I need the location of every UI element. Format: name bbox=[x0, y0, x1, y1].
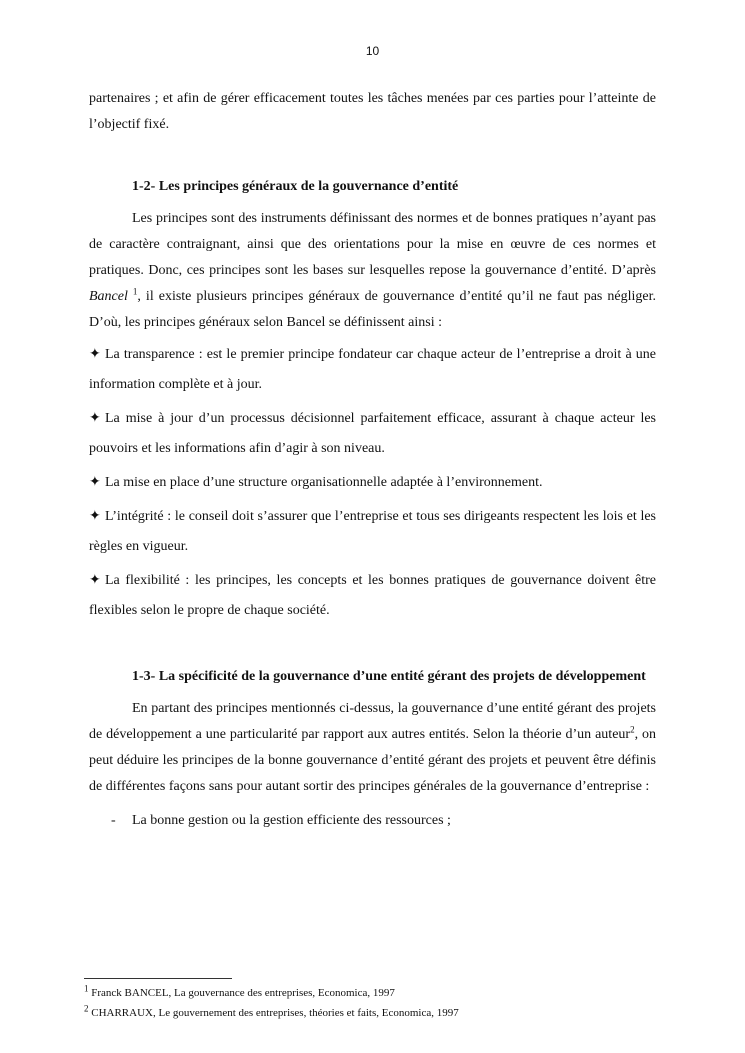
bullet-item bbox=[89, 404, 656, 464]
paragraph-specificity bbox=[89, 696, 656, 800]
paragraph-specificity-text-b: , on peut déduire les principes de la bonne gouvernance d’entité gérant des projets et peuvent être définis de différentes façons sans pour autant sortir des principes générales de la gouvernance d’entreprise : bbox=[89, 727, 656, 794]
paragraph-specificity-text-a: En partant des principes mentionnés ci-dessus, la gouvernance d’une entité gérant des projets de développement a une particularité par rapport aux autres entités. Selon la théorie d’un auteur bbox=[89, 701, 656, 742]
footnote-separator bbox=[84, 978, 232, 979]
paragraph-principles-text-a: Les principes sont des instruments définissant des normes et de bonnes pratiques n’ayant pas de caractère contraignant, ainsi que des orientations pour la mise en œuvre de ces normes et pratiques. Donc, ces principes sont les bases sur lesquelles repose la gouvernance d’entité. D’après bbox=[89, 211, 656, 278]
bullet-star-icon: ✦ bbox=[89, 411, 101, 426]
page-number: 10 bbox=[365, 44, 380, 58]
bullet-item bbox=[89, 340, 656, 400]
dash-list-text: La bonne gestion ou la gestion efficiente des ressources ; bbox=[132, 813, 451, 828]
bullet-text: L’intégrité : le conseil doit s’assurer que l’entreprise et tous ses dirigeants respectent les lois et les règles en vigueur. bbox=[89, 509, 656, 554]
footnotes bbox=[84, 978, 664, 1023]
bullet-text: La flexibilité : les principes, les concepts et les bonnes pratiques de gouvernance doivent être flexibles selon le propre de chaque société. bbox=[89, 573, 656, 618]
bullet-star-icon: ✦ bbox=[89, 347, 101, 362]
footnote-text: Franck BANCEL, La gouvernance des entreprises, Economica, 1997 bbox=[91, 987, 395, 999]
footnote-2 bbox=[84, 1003, 664, 1023]
bullet-star-icon: ✦ bbox=[89, 475, 101, 490]
bullet-text: La mise à jour d’un processus décisionnel parfaitement efficace, assurant à chaque acteur les pouvoirs et les informations afin d’agir à son niveau. bbox=[89, 411, 656, 456]
footnote-number: 1 bbox=[84, 983, 89, 994]
footnote-text: CHARRAUX, Le gouvernement des entreprises, théories et faits, Economica, 1997 bbox=[91, 1007, 459, 1019]
footnote-ref-2: 2 bbox=[630, 724, 635, 735]
bullet-item bbox=[89, 502, 656, 562]
footnote-ref-1: 1 bbox=[132, 286, 138, 297]
paragraph-continuation: partenaires ; et afin de gérer efficacement toutes les tâches menées par ces parties pour l’atteinte de l’objectif fixé. bbox=[89, 91, 656, 132]
page-body bbox=[89, 86, 656, 834]
dash-marker: - bbox=[111, 813, 116, 828]
footnote-number: 2 bbox=[84, 1003, 89, 1014]
footnote-1 bbox=[84, 983, 664, 1003]
bullet-item bbox=[89, 566, 656, 626]
bullet-text: La transparence : est le premier principe fondateur car chaque acteur de l’entreprise a droit à une information complète et à jour. bbox=[89, 347, 656, 392]
section-heading-1-2: 1-2- Les principes généraux de la gouvernance d’entité bbox=[132, 179, 459, 194]
dash-list-item bbox=[89, 808, 656, 834]
paragraph-principles bbox=[89, 206, 656, 336]
bullet-text: La mise en place d’une structure organisationnelle adaptée à l’environnement. bbox=[105, 475, 543, 490]
bullet-item bbox=[89, 468, 656, 498]
bullet-star-icon: ✦ bbox=[89, 509, 101, 524]
paragraph-principles-text-b: , il existe plusieurs principes généraux de gouvernance d’entité qu’il ne faut pas négliger. D’où, les principes généraux selon Bancel se définissent ainsi : bbox=[89, 289, 657, 330]
section-heading-1-3: 1-3- La spécificité de la gouvernance d’une entité gérant des projets de développement bbox=[132, 669, 646, 684]
author-name: Bancel bbox=[89, 289, 128, 304]
bullet-star-icon: ✦ bbox=[89, 573, 101, 588]
